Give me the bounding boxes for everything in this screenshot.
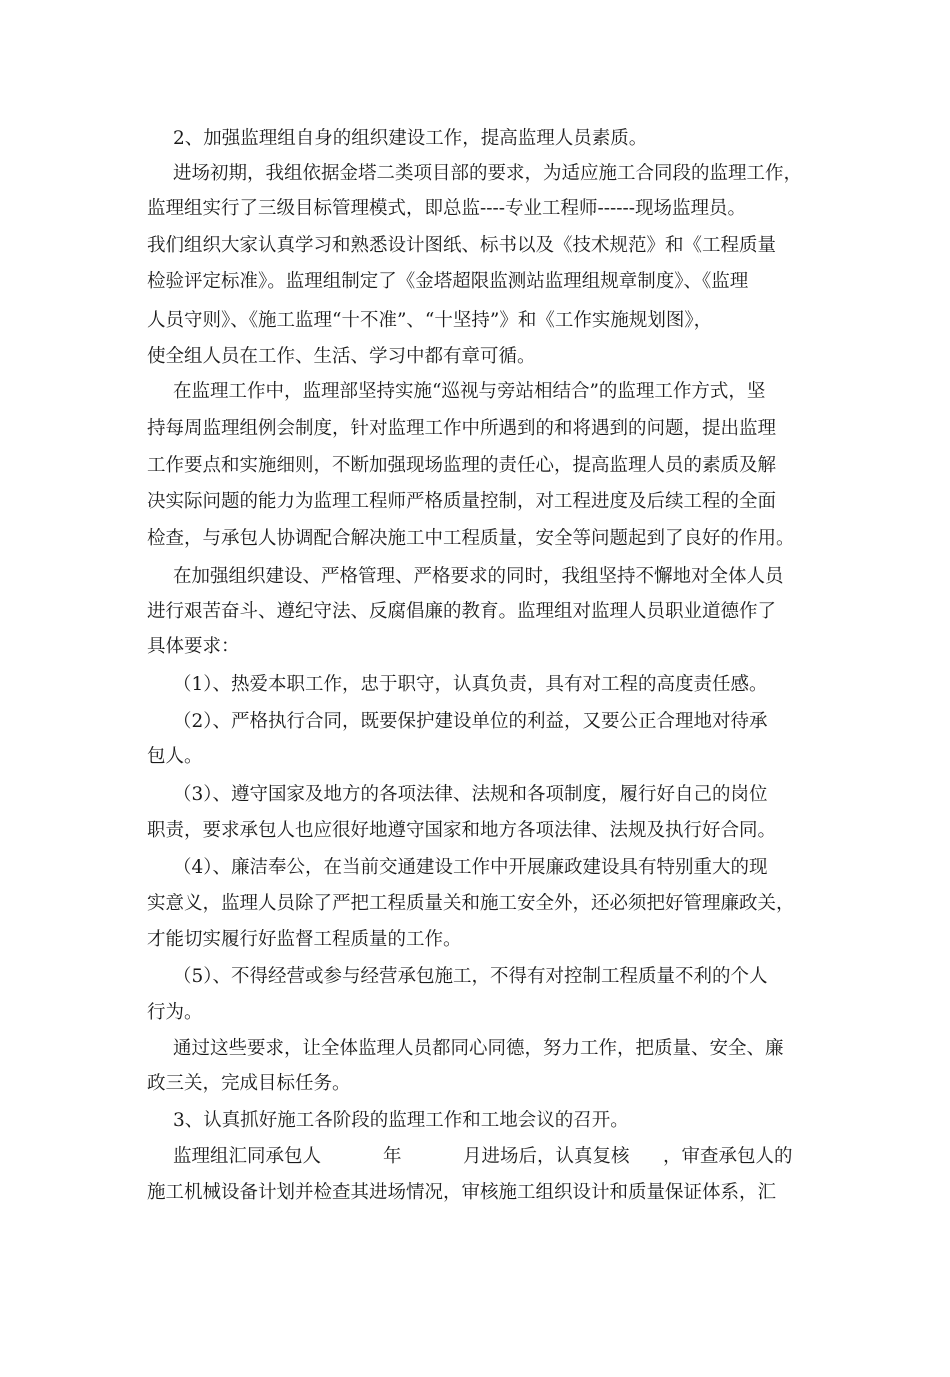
line-12 bbox=[0, 519, 950, 559]
line-17 bbox=[0, 702, 950, 742]
line-12-text: 检查，与承包人协调配合解决施工中工程质量，安全等问题起到了良好的作用。 bbox=[147, 528, 795, 549]
line-2-text: 进场初期，我组依据金塔二类项目部的要求，为适应施工合同段的监理工作， bbox=[173, 163, 803, 184]
line-9-text: 持每周监理组例会制度，针对监理工作中所遇到的和将遇到的问题，提出监理 bbox=[147, 418, 777, 439]
line-1 bbox=[0, 119, 950, 159]
line-6 bbox=[0, 301, 950, 341]
line-21-text: （4）、廉洁奉公，在当前交通建设工作中开展廉政建设具有特别重大的现 bbox=[173, 857, 768, 878]
line-1-text: 2、加强监理组自身的组织建设工作，提高监理人员素质。 bbox=[173, 128, 648, 149]
line-28-text: 3、认真抓好施工各阶段的监理工作和工地会议的召开。 bbox=[173, 1110, 629, 1131]
line-14 bbox=[0, 592, 950, 632]
line-19 bbox=[0, 775, 950, 815]
line-18 bbox=[0, 737, 950, 777]
line-3-text: 监理组实行了三级目标管理模式，即总监----专业工程师------现场监理员。 bbox=[147, 198, 747, 219]
line-15-text: 具体要求： bbox=[147, 636, 240, 657]
line-21 bbox=[0, 848, 950, 888]
line-10 bbox=[0, 446, 950, 486]
line-25 bbox=[0, 993, 950, 1033]
line-14-text: 进行艰苦奋斗、遵纪守法、反腐倡廉的教育。监理组对监理人员职业道德作了 bbox=[147, 601, 777, 622]
line-16-text: （1）、热爱本职工作，忠于职守，认真负责，具有对工程的高度责任感。 bbox=[173, 674, 768, 695]
line-4 bbox=[0, 226, 950, 266]
line-13-text: 在加强组织建设、严格管理、严格要求的同时，我组坚持不懈地对全体人员 bbox=[173, 566, 784, 587]
line-22 bbox=[0, 884, 950, 924]
line-9 bbox=[0, 409, 950, 449]
line-18-text: 包人。 bbox=[147, 746, 203, 767]
line-29-text-b: 年 bbox=[383, 1146, 402, 1167]
line-27 bbox=[0, 1064, 950, 1104]
line-29-text-d: ，审查承包人的 bbox=[663, 1146, 793, 1167]
line-30-text: 施工机械设备计划并检查其进场情况，审核施工组织设计和质量保证体系，汇 bbox=[147, 1182, 777, 1203]
line-15 bbox=[0, 627, 950, 667]
line-5-text: 检验评定标准》。监理组制定了《金塔超限监测站监理组规章制度》、《监理 bbox=[147, 271, 749, 292]
line-24-text: （5）、不得经营或参与经营承包施工，不得有对控制工程质量不利的个人 bbox=[173, 966, 768, 987]
line-8 bbox=[0, 372, 950, 412]
line-23-text: 才能切实履行好监督工程质量的工作。 bbox=[147, 929, 462, 950]
line-29-text-a: 监理组汇同承包人 bbox=[173, 1146, 322, 1167]
line-29-text-c: 月进场后，认真复核 bbox=[463, 1146, 630, 1167]
line-5 bbox=[0, 262, 950, 302]
line-26 bbox=[0, 1029, 950, 1069]
line-22-text: 实意义，监理人员除了严把工程质量关和施工安全外，还必须把好管理廉政关， bbox=[147, 893, 795, 914]
line-26-text: 通过这些要求，让全体监理人员都同心同德，努力工作，把质量、安全、廉 bbox=[173, 1038, 784, 1059]
line-8-text: 在监理工作中，监理部坚持实施“巡视与旁站相结合”的监理工作方式，坚 bbox=[173, 381, 766, 402]
line-27-text: 政三关，完成目标任务。 bbox=[147, 1073, 351, 1094]
line-7-text: 使全组人员在工作、生活、学习中都有章可循。 bbox=[147, 346, 536, 367]
line-30 bbox=[0, 1173, 950, 1213]
line-2 bbox=[0, 154, 950, 194]
line-16 bbox=[0, 665, 950, 705]
line-6-text: 人员守则》、《施工监理“十不准”、“十坚持”》和《工作实施规划图》， bbox=[147, 310, 713, 331]
line-20 bbox=[0, 811, 950, 851]
line-28 bbox=[0, 1101, 950, 1141]
line-17-text: （2）、严格执行合同，既要保护建设单位的利益，又要公正合理地对待承 bbox=[173, 711, 768, 732]
line-13 bbox=[0, 557, 950, 597]
line-10-text: 工作要点和实施细则，不断加强现场监理的责任心，提高监理人员的素质及解 bbox=[147, 455, 777, 476]
line-24 bbox=[0, 957, 950, 997]
line-19-text: （3）、遵守国家及地方的各项法律、法规和各项制度，履行好自己的岗位 bbox=[173, 784, 768, 805]
line-7 bbox=[0, 337, 950, 377]
line-11-text: 决实际问题的能力为监理工程师严格质量控制，对工程进度及后续工程的全面 bbox=[147, 491, 777, 512]
line-20-text: 职责，要求承包人也应很好地遵守国家和地方各项法律、法规及执行好合同。 bbox=[147, 820, 777, 841]
line-29 bbox=[0, 1137, 950, 1177]
line-25-text: 行为。 bbox=[147, 1002, 203, 1023]
line-11 bbox=[0, 482, 950, 522]
line-23 bbox=[0, 920, 950, 960]
line-4-text: 我们组织大家认真学习和熟悉设计图纸、标书以及《技术规范》和《工程质量 bbox=[147, 235, 777, 256]
line-3 bbox=[0, 189, 950, 229]
